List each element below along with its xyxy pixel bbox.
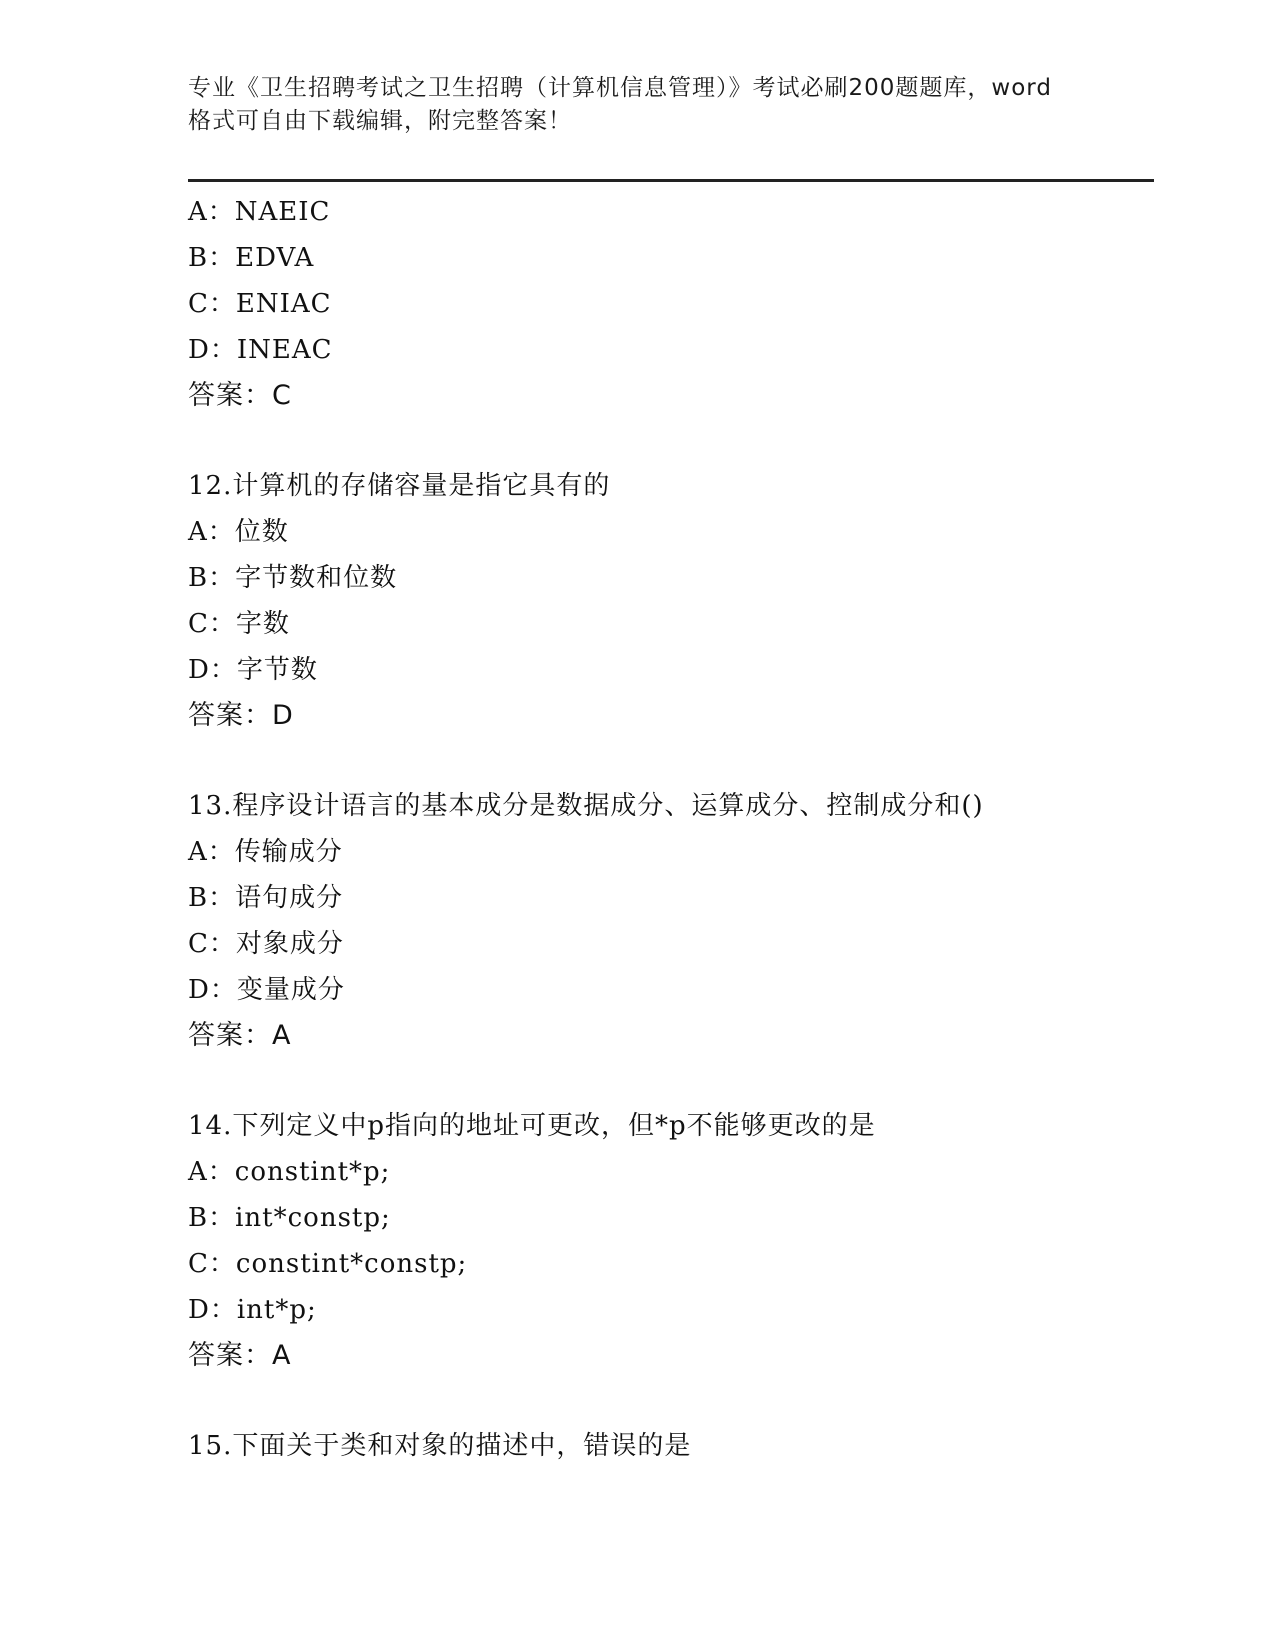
question-title: 13.程序设计语言的基本成分是数据成分、运算成分、控制成分和()	[188, 791, 984, 821]
option-d: D：字节数	[188, 655, 318, 685]
answer: 答案：D	[188, 700, 294, 731]
option-c: C：对象成分	[188, 929, 344, 959]
question-title: 14.下列定义中p指向的地址可更改，但*p不能够更改的是	[188, 1111, 876, 1141]
option-d: D：INEAC	[188, 335, 333, 365]
option-b: B：int*constp;	[188, 1203, 391, 1233]
option-d: D：int*p;	[188, 1295, 317, 1325]
header-divider	[188, 179, 1154, 182]
option-d: D：变量成分	[188, 975, 345, 1005]
option-c: C：constint*constp;	[188, 1249, 468, 1279]
answer: 答案：A	[188, 1340, 292, 1371]
option-b: B：EDVA	[188, 243, 315, 273]
question-title: 15.下面关于类和对象的描述中，错误的是	[188, 1431, 692, 1461]
option-a: A：传输成分	[188, 837, 343, 867]
answer: 答案：A	[188, 1020, 292, 1051]
header-line-1: 专业《卫生招聘考试之卫生招聘（计算机信息管理）》考试必刷200题题库，word	[188, 75, 1052, 101]
option-c: C：字数	[188, 609, 290, 639]
option-b: B：语句成分	[188, 883, 344, 913]
option-a: A：位数	[188, 517, 289, 547]
question-12	[188, 463, 1154, 739]
question-13	[188, 783, 1154, 1059]
header-line-2: 格式可自由下载编辑，附完整答案！	[188, 108, 572, 134]
question-15	[188, 1423, 1154, 1469]
option-c: C：ENIAC	[188, 289, 332, 319]
question-11	[188, 189, 1154, 419]
option-a: A：constint*p;	[188, 1157, 391, 1187]
question-14	[188, 1103, 1154, 1379]
document-header	[188, 72, 1088, 138]
answer: 答案：C	[188, 380, 292, 411]
question-title: 12.计算机的存储容量是指它具有的	[188, 471, 611, 501]
option-a: A：NAEIC	[188, 197, 331, 227]
option-b: B：字节数和位数	[188, 563, 398, 593]
question-list	[188, 189, 1154, 1469]
